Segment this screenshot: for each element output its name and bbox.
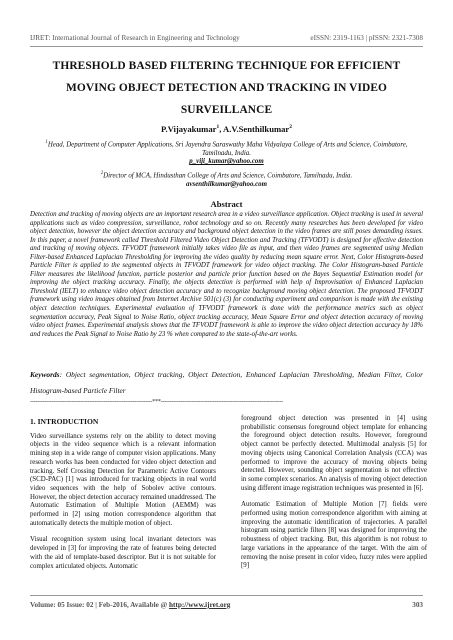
- running-footer: [30, 601, 423, 613]
- header-rule: [30, 46, 423, 47]
- affiliation-2: [40, 170, 413, 189]
- footer-volume-text: Volume: 05 Issue: 02 | Feb-2016, Available @: [30, 601, 170, 609]
- authors: [30, 124, 423, 134]
- right-column: [241, 415, 427, 579]
- right-paragraph-1: foreground object detection was presented in [4] using probabilistic consensus foreground object template for enhancing the foreground object detection results. However, foreground object cannot be perfectly detected. Multimodal analysis [5] for moving objects using Canonical Correlation Analysis (CCA) was performed to improve the accuracy of moving objects being detected. However, sounding object segmentation is not effective in some complex scenarios. An analysis of moving object detection using different image registration techniques was presented in [6].: [241, 415, 427, 492]
- left-column: [30, 415, 216, 579]
- author-1: P.Vijayakumar: [160, 124, 217, 134]
- right-paragraph-2: Automatic Estimation of Multiple Motion [7] fields were performed using motion correspondence algorithm with aiming at improving the automatic identification of trajectories. A parallel histogram using particle filters [8] was designed for improving the robustness of object tracking. But, this algorithm is not robust to large variations in the appearance of the target. With the aim of removing the noise present in color video, fuzzy rules were applied [9]: [241, 501, 427, 570]
- affiliation-2-sup: 2: [100, 171, 104, 176]
- affiliation-1-sup: 1: [45, 140, 48, 145]
- abstract-text: Detection and tracking of moving objects are an important research area in a video surveillance application. Object tracking is used in several applications such as video compression, surveillance, robot technology and so on. Recently many researches has been developed for video object detection, however the object detection accuracy and background object detection in the video frames are still poses demanding issues. In this paper, a novel framework called Threshold Filtered Video Object Detection and Tracking (TFVODT) is designed for effective detection and tracking of moving objects. TFVODT framework initially takes video file as input, and then video frames are segmented using Median Filter-based Enhanced Laplacian Thresholding for improving the video quality by reducing mean square error. Next, Color Histogram-based Particle Filter is applied to the segmented objects in TFVODT framework for video object tracking. The Color Histogram-based Particle Filter measures the likelihood function, particle posterior and particle prior function based on the Bayes Sequential Estimation model for improving the object tracking accuracy. Finally, the objects detection is performed with help of Improvisation of Enhanced Laplacian Threshold (IELT) to enhance video object detection accuracy and to recognize background moving object detection. The proposed TFVODT framework using video images obtained from Internet Archive 501(c) (3) for conducting experiment and comparison is made with the existing object detection techniques. Experimental evaluation of TFVODT framework is done with the performance metrics such as object segmentation accuracy, Peak Signal to Noise Ratio, object tracking accuracy, Mean Square Error and object detection accuracy of moving video object frames. Experimental analysis shows that the TFVODT framework is able to improve the video object detection accuracy by 18% and reduces the Peak Signal to Noise Ratio by 23 % when compared to the state-of-the-art works.: [30, 211, 423, 338]
- author-1-sup: 1: [216, 124, 220, 131]
- journal-url-link[interactable]: http://www.ijret.org: [169, 601, 231, 609]
- affiliation-1-text: Head, Department of Computer Applications, Sri Jayendra Saraswathy Maha Vidyalaya College of Arts and Science, Coimbatore, Tamilnadu, India.: [47, 141, 408, 157]
- paper-title: THRESHOLD BASED FILTERING TECHNIQUE FOR EFFICIENT MOVING OBJECT DETECTION AND TRACKING IN VIDEO SURVEILLANCE: [52, 60, 401, 116]
- page-number: 303: [412, 601, 423, 609]
- author-2: A.V.Senthilkumar: [223, 124, 290, 134]
- affiliation-1: [40, 139, 413, 167]
- author-separator: ,: [219, 124, 224, 134]
- author-1-email[interactable]: p_viji_kumar@yahoo.com: [189, 158, 264, 166]
- keywords: [30, 367, 423, 399]
- footer-rule: [30, 595, 423, 596]
- issn: eISSN: 2319-1163 | pISSN: 2321-7308: [310, 34, 423, 42]
- journal-name: IJRET: International Journal of Research in Engineering and Technology: [30, 34, 240, 42]
- author-2-sup: 2: [289, 124, 293, 131]
- affiliation-2-text: Director of MCA, Hindusthan College of Arts and Science, Coimbatore, Tamilnadu, India.: [103, 172, 353, 180]
- running-header: [30, 30, 423, 46]
- keywords-text: : Object segmentation, Object tracking, Object Detection, Enhanced Laplacian Thresholding, Median Filter, Color Histogram-based Particle Filter: [30, 370, 423, 395]
- footer-volume: [30, 601, 230, 613]
- left-paragraph-1: Video surveillance systems rely on the ability to detect moving objects in the video sequence which is a relevant information mining step in a wide range of computer vision applications. Many research works has been conducted for video object detection and tracking. Self Crossing Detection for Parametric Active Contours (SCD-PAC) [1] was introduced for tracking objects in real world video sequences with the help of Sobolev active contours. However, the object detection accuracy remained unaddressed. The Automatic Estimation of Multiple Motion (AEMM) was performed in [2] using motion correspondence algorithm that automatically detects the multiple motion of object.: [30, 432, 216, 527]
- left-paragraph-2: Visual recognition system using local invariant detectors was developed in [3] for improving the rate of features being detected with the aid of template-based descriptor. But it is not suitable for complex articulated objects. Automatic: [30, 536, 216, 570]
- section-separator: --------------------------------------------------------------------***--------------------------------------------------------------------: [30, 399, 283, 405]
- abstract-heading: Abstract: [210, 199, 243, 209]
- keywords-label: Keywords: [30, 370, 60, 379]
- section-heading-introduction: 1. INTRODUCTION: [30, 417, 99, 426]
- author-2-email[interactable]: avsenthilkumar@yahoo.com: [186, 180, 267, 188]
